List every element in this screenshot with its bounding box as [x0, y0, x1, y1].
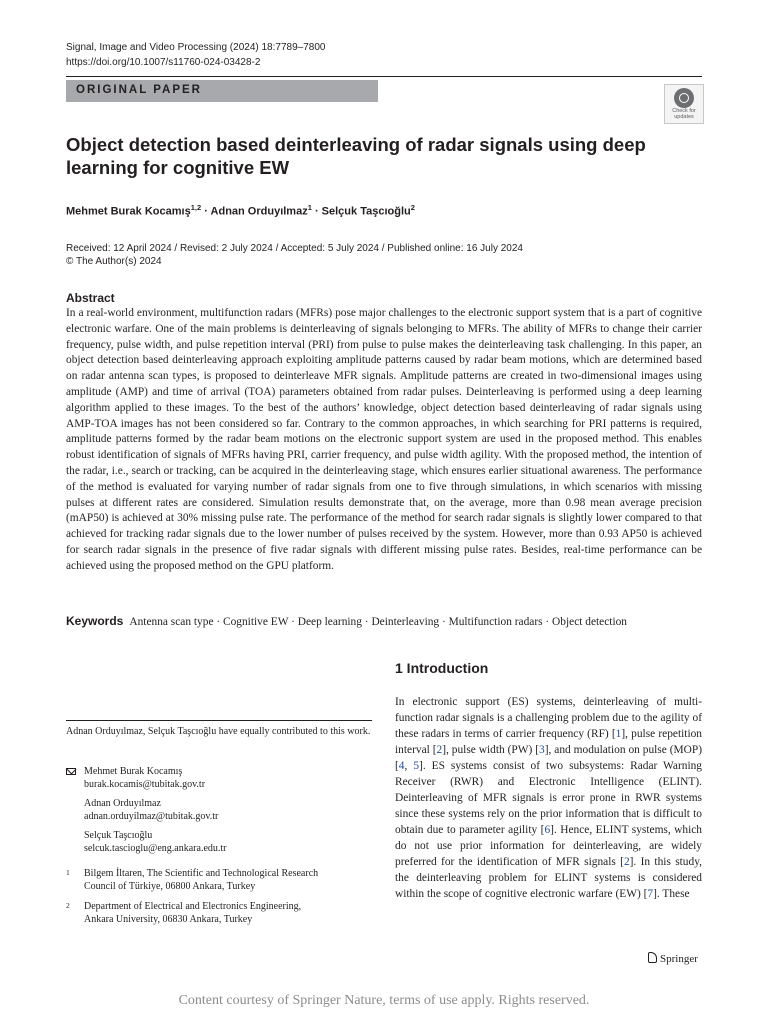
citation-link[interactable]: 1 [615, 728, 622, 740]
paper-title: Object detection based deinterleaving of radar signals using deep learning for cognitive EW [66, 134, 646, 178]
intro-text-segment: ], and modulation on pulse (MOP) [ [395, 744, 702, 772]
contact-entry [84, 798, 218, 823]
citation-link[interactable]: 4 [398, 760, 405, 772]
header-divider [66, 76, 702, 77]
author-name[interactable]: Selçuk Taşcıoğlu [321, 205, 411, 218]
contact-name: Mehmet Burak Kocamış [84, 766, 183, 777]
affiliation-text [84, 901, 301, 926]
citation-link[interactable]: 6 [544, 824, 551, 836]
history-dates: Received: 12 April 2024 / Revised: 2 July 2024 / Accepted: 5 July 2024 / Published online: 16 July 2024 [66, 243, 523, 254]
affiliation-line: Council of Türkiye, 06800 Ankara, Turkey [84, 880, 256, 892]
contribution-note: Adnan Orduyılmaz, Selçuk Taşcıoğlu have equally contributed to this work. [66, 726, 371, 737]
check-label-1: Check for [672, 108, 696, 114]
intro-text-segment: ]. In this study, the deinterleaving problem for ELINT systems is considered within the scope of cognitive electronic warfare (EW) [ [395, 856, 703, 900]
author-name[interactable]: Adnan Orduyılmaz [210, 205, 308, 218]
affiliation-line: Bilgem İltaren, The Scientific and Technological Research [84, 868, 319, 879]
author-list [66, 203, 415, 218]
check-label-2: updates [674, 114, 694, 120]
affiliation-line: Department of Electrical and Electronics Engineering, [84, 901, 302, 912]
check-for-updates-badge[interactable] [664, 84, 704, 124]
author-affiliation-sup: 1,2 [190, 203, 202, 212]
contact-email[interactable]: burak.kocamis@tubitak.gov.tr [84, 778, 206, 790]
intro-text-segment: ]. Hence, ELINT systems, which do not use prior information for deinterleaving, are widely preferred for the identification of MFR signals [ [395, 824, 702, 868]
keywords-values: Antenna scan type · Cognitive EW · Deep learning · Deinterleaving · Multifunction radars · Object detection [129, 616, 628, 628]
courtesy-watermark: Content courtesy of Springer Nature, terms of use apply. Rights reserved. [178, 993, 590, 1008]
author-separator: · [311, 205, 322, 218]
publisher-logo [648, 952, 698, 965]
intro-text-segment: In electronic support (ES) systems, deinterleaving of multi-function radar signals is a challenging problem due to the agility of these radars in terms of carrier frequency (RF) [ [395, 696, 702, 740]
keywords-label: Keywords [66, 614, 124, 628]
check-for-updates-icon [674, 88, 694, 108]
intro-text-segment: ]. ES systems consist of two subsystems: Radar Warning Receiver (RWR) and Electronic Intelligence (ELINT). Deinterleaving of MFR signals is error prone in RWR systems since these systems rely on the prior information that is difficult to obtain due to parameter agility [ [395, 760, 702, 836]
introduction-text [395, 694, 702, 902]
doi-link[interactable]: https://doi.org/10.1007/s11760-024-03428-2 [66, 57, 261, 68]
copyright-line: © The Author(s) 2024 [66, 256, 162, 267]
contact-email[interactable]: selcuk.tascioglu@eng.ankara.edu.tr [84, 842, 227, 854]
citation-link[interactable]: 3 [539, 744, 545, 756]
author-separator: · [201, 205, 211, 218]
publisher-name: Springer [660, 953, 698, 965]
citation-link[interactable]: 7 [647, 888, 654, 900]
springer-horse-icon [648, 952, 657, 963]
contact-name: Adnan Orduyılmaz [84, 798, 161, 809]
citation-link[interactable]: 2 [623, 856, 630, 868]
footnote-divider [66, 720, 372, 721]
affiliation-text [84, 868, 318, 893]
abstract-text: In a real-world environment, multifunction radars (MFRs) pose major challenges to the electronic support system that is a part of cognitive electronic warfare. One of the main problems is deinterleaving of signals belonging to MFRs. The ability of MFRs to change their carrier frequency, pulse width, and pulse repetition interval (PRI) from pulse to pulse makes the deinterleaving task challenging. In this paper, an object detection based deinterleaving approach exploiting amplitude patterns caused by radar beam motions, which are determined based on radar antenna scan types, is proposed to deinterleave MFR signals. Amplitude patterns are created in two-dimensional images using amplitude (AMP) and time of arrival (TOA) parameters obtained from radar pulses. Deinterleaving is performed using a deep learning algorithm applied to these images. To the best of the authors’ knowledge, object detection based deinterleaving of radar signals using AMP-TOA images has not been considered so far. Contrary to the common approaches, in which searching for PRI patterns is required, amplitude patterns formed by the radar beam motions on the electronic support system are used in the proposed method. This enables robust identification of signals of MFRs having PRI, carrier frequency, and pulse width agility. With the proposed method, the intention of the radar, i.e., search or tracking, can be acquired in the deinterleaving stage, which ensures earlier situational awareness. The performance of the method is evaluated for varying number of radar signals from one to five through simulations, in which scenarios with missing pulses at different rates are considered. Simulation results demonstrate that, on the average, more than 0.98 mean average precision (mAP50) is achieved at 30% missing pulse rate. The performance of the method for search radar signals is slightly lower compared to that achieved for tracking radar signals due to the lower number of pulses received by the system. However, more than 0.93 AP50 is achieved for search radar signals in the presence of five radar signals with different missing pulse rates. Besides, real-time performance can be achieved using the proposed method on the GPU platform. [66, 307, 702, 572]
contact-entry [84, 766, 205, 791]
journal-citation: Signal, Image and Video Processing (2024) 18:7789–7800 [66, 42, 326, 53]
affiliation-line: Ankara University, 06830 Ankara, Turkey [84, 913, 253, 925]
intro-text-segment: ], pulse repetition interval [ [395, 728, 702, 756]
article-type-label: ORIGINAL PAPER [76, 84, 202, 96]
intro-text-segment: ], pulse width (PW) [ [442, 744, 539, 756]
contact-entry [84, 830, 227, 855]
contact-name: Selçuk Taşcıoğlu [84, 830, 153, 841]
citation-link[interactable]: 2 [436, 744, 443, 756]
affiliation-number: 2 [66, 901, 70, 910]
publication-history [66, 242, 523, 268]
citation-link[interactable]: 5 [413, 760, 420, 772]
author-affiliation-sup: 2 [410, 203, 415, 212]
introduction-heading: 1 Introduction [395, 660, 489, 676]
intro-text-segment: , [404, 760, 414, 772]
abstract-heading: Abstract [66, 291, 115, 305]
journal-header [66, 40, 325, 70]
author-affiliation-sup: 1 [307, 203, 312, 212]
article-type-band [66, 80, 378, 102]
envelope-icon [66, 768, 76, 775]
affiliation-number: 1 [66, 868, 70, 877]
contact-email[interactable]: adnan.orduyilmaz@tubitak.gov.tr [84, 810, 219, 822]
intro-text-segment: ]. These [653, 888, 690, 900]
author-name[interactable]: Mehmet Burak Kocamış [66, 205, 191, 218]
keywords [66, 614, 627, 628]
